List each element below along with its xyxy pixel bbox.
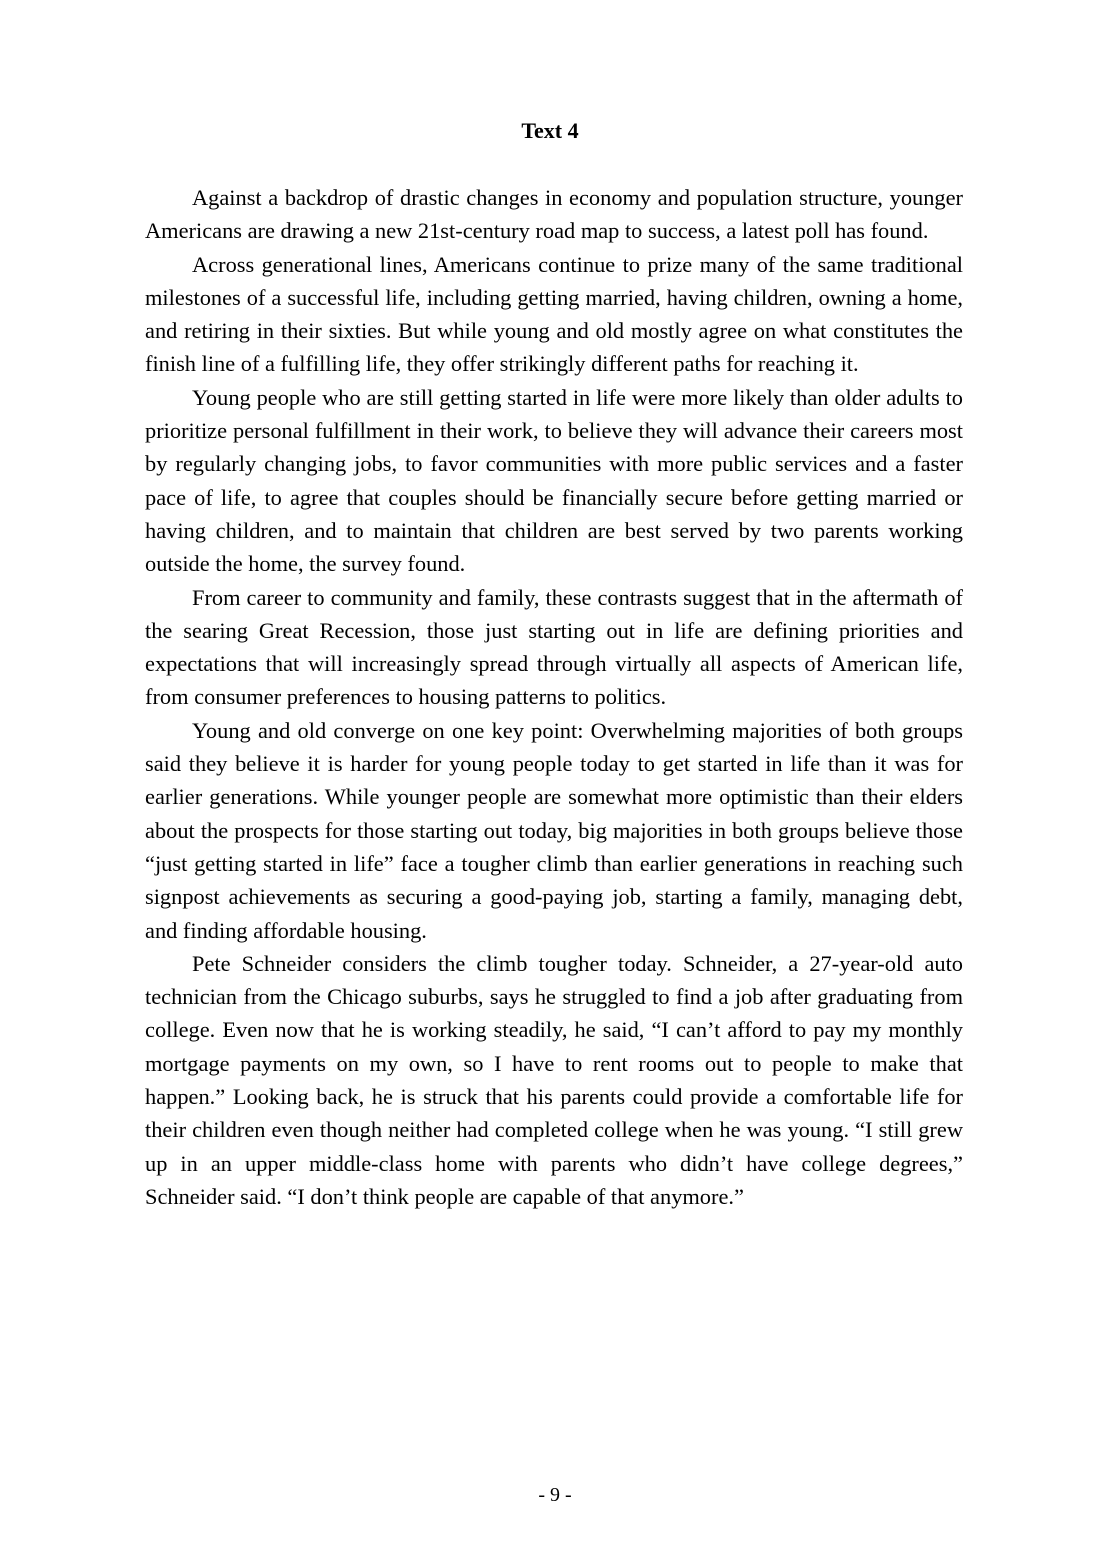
paragraph-3: Young people who are still getting started in life were more likely than older adults to prioritize personal fulfillment in their work, to believe they will advance their careers most by regularly changing jobs, to favor communities with more public services and a faster pace of life, to agree that couples should be financially secure before getting married or having children, and to maintain that children are best served by two parents working outside the home, the survey found. xyxy=(145,384,963,577)
page-number: - 9 - xyxy=(538,1484,572,1506)
paragraph-2: Across generational lines, Americans continue to prize many of the same traditional milestones of a successful life, including getting married, having children, owning a home, and retiring in their sixties. But while young and old mostly agree on what constitutes the finish line of a fulfilling life, they offer strikingly different paths for reaching it. xyxy=(145,251,963,377)
paragraph-6: Pete Schneider considers the climb tougher today. Schneider, a 27-year-old auto technician from the Chicago suburbs, says he struggled to find a job after graduating from college. Even now that he is working steadily, he said, “I can’t afford to pay my monthly mortgage payments on my own, so I have to rent rooms out to people to make that happen.” Looking back, he is struck that his parents could provide a comfortable life for their children even though neither had completed college when he was young. “I still grew up in an upper middle-class home with parents who didn’t have college degrees,” Schneider said. “I don’t think people are capable of that anymore.” xyxy=(145,950,963,1209)
article-body xyxy=(145,181,963,1213)
paragraph-5: Young and old converge on one key point: Overwhelming majorities of both groups said they believe it is harder for young people today to get started in life than it was for earlier generations. While younger people are somewhat more optimistic than their elders about the prospects for those starting out today, big majorities in both groups believe those “just getting started in life” face a tougher climb than earlier generations in reaching such signpost achievements as securing a good-paying job, starting a family, managing debt, and finding affordable housing. xyxy=(145,717,963,943)
paragraph-4: From career to community and family, these contrasts suggest that in the aftermath of the searing Great Recession, those just starting out in life are defining priorities and expectations that will increasingly spread through virtually all aspects of American life, from consumer preferences to housing patterns to politics. xyxy=(145,584,963,710)
page-title: Text 4 xyxy=(521,118,579,143)
paragraph-1: Against a backdrop of drastic changes in economy and population structure, younger Americans are drawing a new 21st-century road map to success, a latest poll has found. xyxy=(145,185,963,244)
